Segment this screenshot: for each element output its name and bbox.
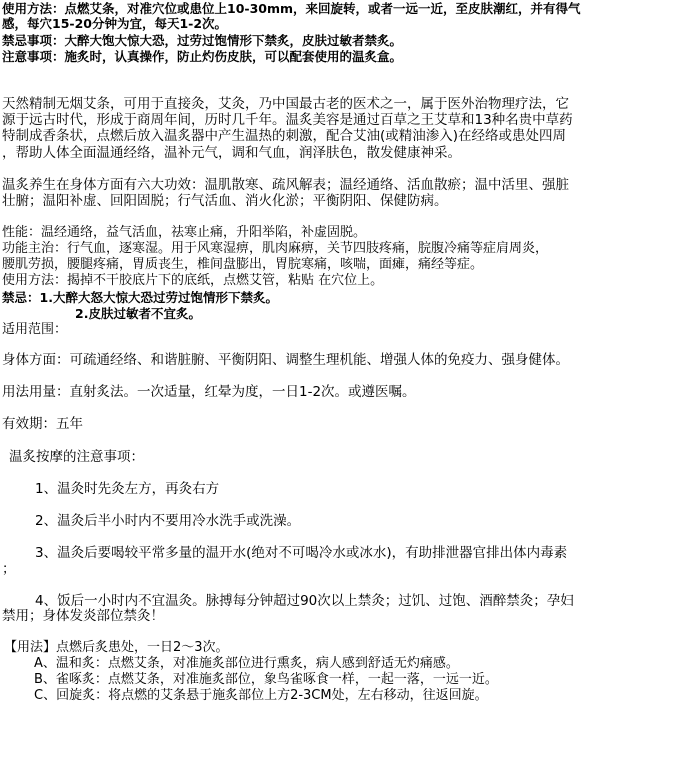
dosage-line: 用法用量：直射炙法。一次适量，红晕为度，一日1-2次。或遵医嘱。 <box>2 384 416 400</box>
intro-line-4: ，帮助人体全面温通经络，温补元气，调和气血，润泽肤色，散发健康神采。 <box>2 145 461 161</box>
howto-title: 【用法】点燃后炙患处，一日2～3次。 <box>4 640 229 655</box>
howto-step-b: B、雀啄炙：点燃艾条，对准施炙部位，象鸟雀啄食一样，一起一落，一远一近。 <box>34 672 498 687</box>
massage-item-1: 1、温灸时先灸左方，再灸右方 <box>35 481 220 497</box>
body-line: 身体方面：可疏通经络、和谐脏腑、平衡阴阳、调整生理机能、增强人体的免疫力、强身健体。 <box>2 352 569 368</box>
intro-line-1: 天然精制无烟艾条，可用于直接灸，艾灸，乃中国最古老的医术之一，属于医外治物理疗法，它 <box>2 96 569 112</box>
intro-line-2: 源于远古时代，形成于商周年间，历时几千年。温炙美容是通过百草之王艾草和13种名贵中草药 <box>2 112 573 128</box>
method-line: 使用方法：揭掉不干胶底片下的底纸，点燃艾管，粘贴 在穴位上。 <box>2 273 384 288</box>
function-line-2: 腰肌劳损，腰腿疼痛，胃质丧生，椎间盘膨出，胃脘寒痛，咳喘，面瘫，痛经等症。 <box>2 257 484 272</box>
massage-item-2: 2、温灸后半小时内不要用冷水洗手或洗澡。 <box>35 513 301 529</box>
usage-line-cont: 感，每穴15-20分钟为宜，每天1-2次。 <box>2 16 228 31</box>
effects-line-2: 壮腑；温阳补虚、回阳固脱；行气活血、消火化淤；平衡阴阳、保健防病。 <box>2 193 448 209</box>
howto-step-a: A、温和炙：点燃艾条，对准施炙部位进行熏炙，病人感到舒适无灼痛感。 <box>34 656 459 671</box>
taboo-line-1: 禁忌：1.大醉大怒大惊大恐过劳过饱情形下禁炙。 <box>2 290 278 305</box>
massage-title: 温炙按摩的注意事项： <box>9 449 144 465</box>
validity-line: 有效期：五年 <box>2 416 83 432</box>
forbidden-line: 禁忌事项：大醉大饱大惊大恐，过劳过饱情形下禁炙，皮肤过敏者禁炙。 <box>2 33 403 48</box>
intro-line-3: 特制成香条状，点燃后放入温炙器中产生温热的刺激，配合艾油(或精油渗入)在经络或患处四周 <box>2 128 567 144</box>
scope-label: 适用范围： <box>2 322 68 337</box>
usage-line: 使用方法：点燃艾条，对准穴位或患位上10-30mm，来回旋转，或者一远一近，至皮肤潮红，并有得气 <box>2 1 581 16</box>
massage-item-3-cont: ； <box>2 561 16 577</box>
massage-item-3: 3、温灸后要喝较平常多量的温开水(绝对不可喝冷水或冰水)，有助排泄器官排出体内毒素 <box>35 545 568 561</box>
nature-line: 性能：温经通络，益气活血，祛寒止痛，升阳举陷，补虚固脱。 <box>2 225 367 240</box>
effects-line-1: 温炙养生在身体方面有六大功效：温肌散寒、疏风解表；温经通络、活血散瘀；温中活里、强脏 <box>2 177 569 193</box>
notice-line: 注意事项：施炙时，认真操作，防止灼伤皮肤，可以配套使用的温炙盒。 <box>2 49 403 64</box>
massage-item-4-cont: 禁用；身体发炎部位禁灸！ <box>2 608 164 624</box>
howto-step-c: C、回旋炙：将点燃的艾条悬于施炙部位上方2-3CM处，左右移动，往返回旋。 <box>34 688 488 703</box>
taboo-line-2: 2.皮肤过敏者不宜炙。 <box>75 306 201 321</box>
function-line-1: 功能主治：行气血，逐寒湿。用于风寒湿痹，肌肉麻痹，关节四肢疼痛，脘腹冷痛等症肩周炎， <box>2 241 549 256</box>
massage-item-4: 4、饭后一小时内不宜温灸。脉搏每分钟超过90次以上禁灸；过饥、过饱、酒醉禁灸；孕妇 <box>35 593 574 609</box>
